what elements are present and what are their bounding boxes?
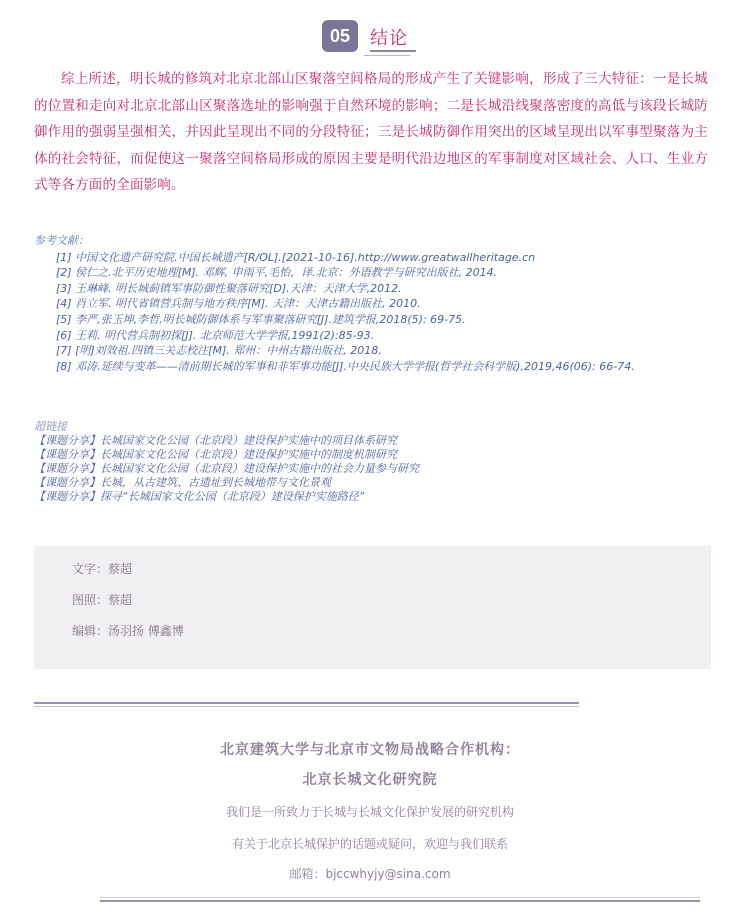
hyperlinks-list	[34, 434, 724, 504]
footer-org-name: 北京长城文化研究院	[302, 772, 438, 788]
hyperlink-item[interactable]: 【课题分享】长城国家文化公园（北京段）建设保护实施中的社会力量参与研究	[34, 462, 419, 475]
section-underline	[370, 50, 416, 52]
reference-item: [5] 李严,张玉坤,李哲.明长城防御体系与军事聚落研究[J].建筑学报,2018(5): 69-75.	[56, 312, 466, 326]
hyperlink-item[interactable]: 【课题分享】探寻“长城国家文化公园（北京段）建设保护实施路径”	[34, 490, 365, 503]
credits-box	[34, 546, 711, 669]
credit-editor: 编辑：汤羽扬 傅鑫博	[72, 624, 184, 638]
section-title: 结论	[370, 28, 408, 49]
reference-item: [6] 王莉. 明代营兵制初探[J]. 北京师范大学学报,1991(2):85-93.	[56, 328, 375, 342]
reference-item: [4] 肖立军. 明代省镇营兵制与地方秩序[M]. 天津：天津古籍出版社, 2010.	[56, 297, 421, 311]
reference-item: [7] [明]刘效祖.四镇三关志校注[M]. 郑州：中州古籍出版社, 2018.	[56, 344, 382, 358]
reference-item: [2] 侯仁之.北平历史地理[M]. 邓辉, 申雨平,毛怡，译.北京：外语教学与研究出版社, 2014.	[56, 266, 498, 280]
footer-org-line1: 北京建筑大学与北京市文物局战略合作机构：	[220, 742, 520, 758]
section-header	[322, 20, 410, 54]
footer-description-1: 我们是一所致力于长城与长城文化保护发展的研究机构	[225, 805, 514, 819]
credit-photo-author: 图照：蔡超	[72, 593, 133, 607]
reference-item: [1] 中国文化遗产研究院.中国长城遗产[R/OL].[2021-10-16].http://www.greatwallheritage.cn	[56, 250, 536, 264]
hyperlinks-title: 超链接	[34, 420, 67, 433]
hyperlink-item[interactable]: 【课题分享】长城国家文化公园（北京段）建设保护实施中的制度机制研究	[34, 448, 397, 461]
section-title-wrap	[370, 20, 410, 50]
references-section	[34, 233, 724, 374]
footer-email[interactable]: 邮箱：bjccwhyjy@sina.com	[289, 867, 451, 881]
section-underline-thin	[364, 55, 410, 56]
conclusion-paragraph: 综上所述，明长城的修筑对北京北部山区聚落空间格局的形成产生了关键影响，形成了三大特征：一是长城的位置和走向对北京北部山区聚落选址的影响强于自然环境的影响；二是长城沿线聚落密度的高低与该段长城防御作用的强弱呈强相关，并因此呈现出不同的分段特征；三是长城防御作用突出的区域呈现出以军事型聚落为主体的社会特征，而促使这一聚落空间格局形成的原因主要是明代沿边地区的军事制度对区域社会、人口、生业方式等各方面的全面影响。	[34, 71, 708, 193]
footer	[0, 740, 740, 888]
hyperlink-item[interactable]: 【课题分享】长城，从古建筑、古遗址到长城地带与文化景观	[34, 476, 331, 489]
hyperlink-item[interactable]: 【课题分享】长城国家文化公园（北京段）建设保护实施中的项目体系研究	[34, 434, 397, 447]
reference-item: [8] 邓涛.延续与变革——清前期长城的军事和非军事功能[J].中央民族大学学报(哲学社会科学版),2019,46(06): 66-74.	[56, 359, 635, 373]
hyperlinks-section	[34, 420, 724, 504]
section-number-badge: 05	[322, 20, 358, 52]
footer-bottom-divider	[100, 897, 700, 902]
footer-description-2: 有关于北京长城保护的话题或疑问，欢迎与我们联系	[231, 837, 508, 851]
references-list	[34, 250, 724, 375]
reference-item: [3] 王琳峰. 明长城蓟镇军事防御性聚落研究[D].天津：天津大学,2012.	[56, 281, 402, 295]
references-title: 参考文献：	[34, 234, 89, 247]
credit-text-author: 文字：蔡超	[72, 562, 133, 576]
footer-top-divider	[34, 702, 579, 707]
